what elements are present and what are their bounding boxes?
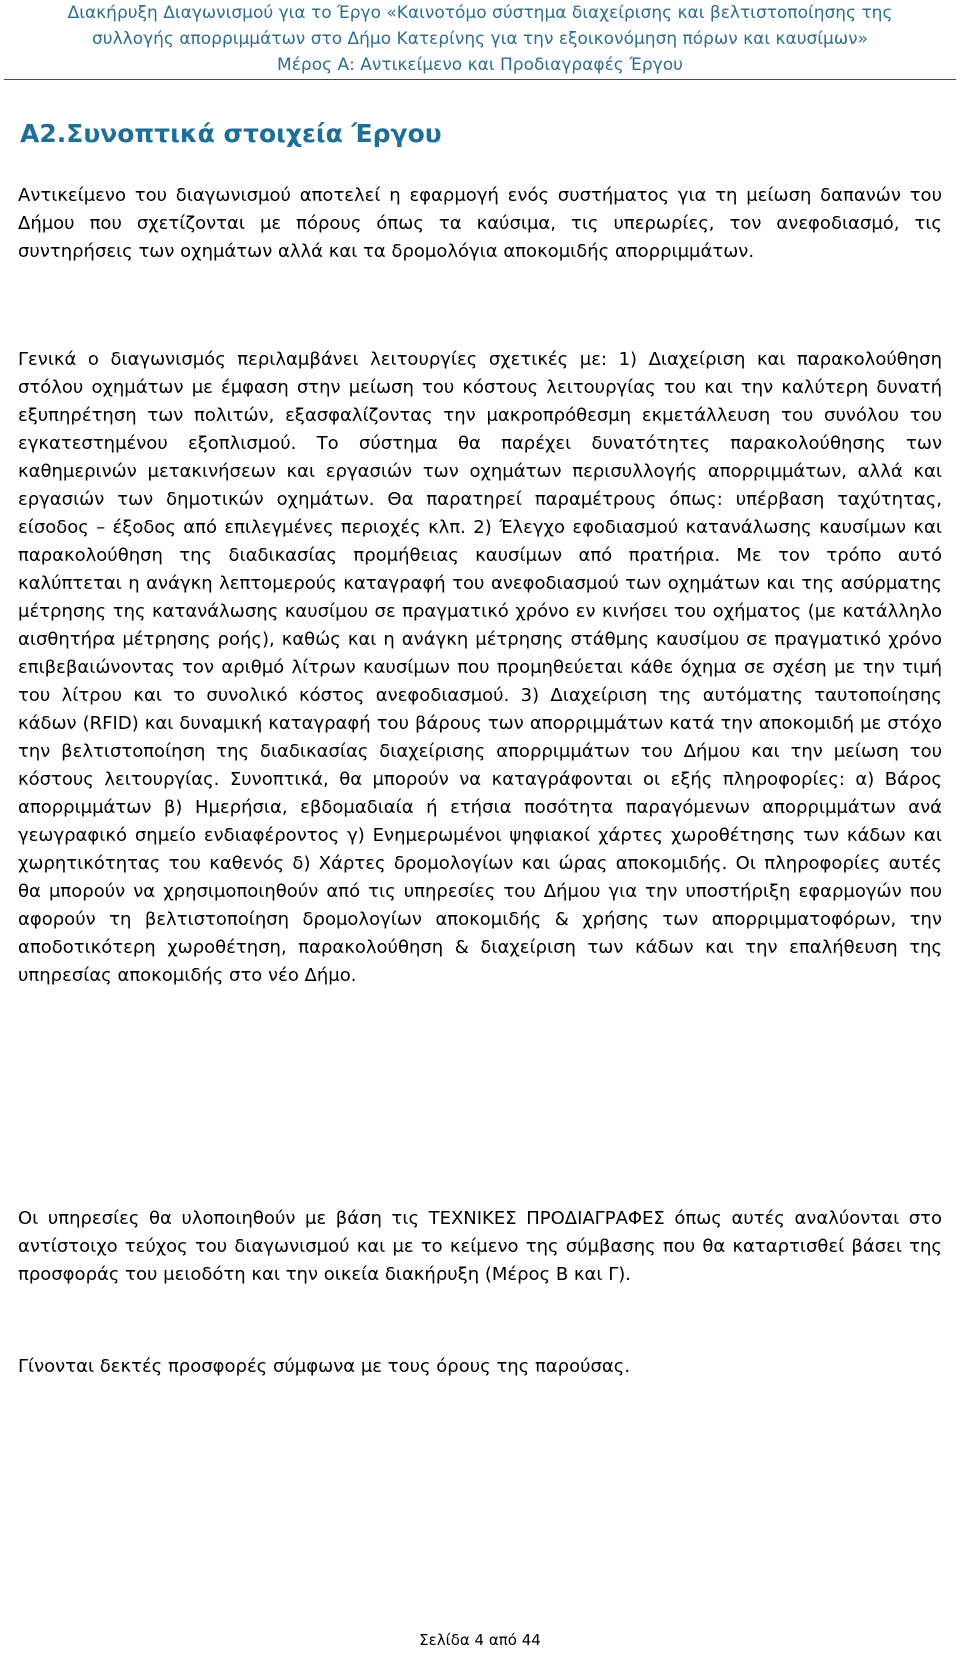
- paragraph-offers: Γίνονται δεκτές προσφορές σύμφωνα με τους όρους της παρούσας.: [18, 1356, 631, 1377]
- paragraph-specifications: Οι υπηρεσίες θα υλοποιηθούν με βάση τις ΤΕΧΝΙΚΕΣ ΠΡΟΔΙΑΓΡΑΦΕΣ όπως αυτές αναλύονται στο αντίστοιχο τεύχος του διαγωνισμού και με το κείμενο της σύμβασης που θα καταρτισθεί βάσει της προσφοράς του μειοδότη και την οικεία διακήρυξη (Μέρος Β και Γ).: [18, 1208, 942, 1285]
- paragraph-functions: Γενικά ο διαγωνισμός περιλαμβάνει λειτουργίες σχετικές με: 1) Διαχείριση και παρακολούθηση στόλου οχημάτων με έμφαση στην μείωση του κόστους λειτουργίας του και την καλύτερη δυνατή εξυπηρέτηση των πολιτών, εξασφαλίζοντας την μακροπρόθεσμη εκμετάλλευση του συνόλου του εγκατεστημένου εξοπλισμού. Το σύστημα θα παρέχει δυνατότητες παρακολούθησης των καθημερινών μετακινήσεων και εργασιών των οχημάτων περισυλλογής απορριμμάτων, αλλά και εργασιών των δημοτικών οχημάτων. Θα παρατηρεί παραμέτρους όπως: υπέρβαση ταχύτητας, είσοδος – έξοδος από επιλεγμένες περιοχές κλπ. 2) Έλεγχο εφοδιασμού κατανάλωσης καυσίμων και παρακολούθηση της διαδικασίας προμήθειας καυσίμων από πρατήρια. Με τον τρόπο αυτό καλύπτεται η ανάγκη λεπτομερούς καταγραφή του ανεφοδιασμού των οχημάτων και της ασύρματης μέτρησης της κατανάλωσης καυσίμου σε πραγματικό χρόνο εν κινήσει του οχήματος (με κατάλληλο αισθητήρα μέτρησης ροής), καθώς και η ανάγκη μέτρησης στάθμης καυσίμου σε πραγματικό χρόνο επιβεβαιώνοντας τον αριθμό λίτρων καυσίμων που προμηθεύεται κάθε όχημα σε σχέση με την τιμή του λίτρου και το συνολικό κόστος ανεφοδιασμού. 3) Διαχείριση της αυτόματης ταυτοποίησης κάδων (RFID) και δυναμική καταγραφή του βάρους των απορριμμάτων κατά την αποκομιδή με στόχο την βελτιστοποίηση της διαδικασίας διαχείρισης απορριμμάτων του Δήμου και την μείωση του κόστους λειτουργίας. Συνοπτικά, θα μπορούν να καταγράφονται οι εξής πληροφορίες: α) Βάρος απορριμμάτων β) Ημερήσια, εβδομαδιαία ή ετήσια ποσότητα παραγόμενων απορριμμάτων ανά γεωγραφικό σημείο ενδιαφέροντος γ) Ενημερωμένοι ψηφιακοί χάρτες χωροθέτησης των κάδων και χωρητικότητας του καθενός δ) Χάρτες δρομολογίων και ώρας αποκομιδής. Οι πληροφορίες αυτές θα μπορούν να χρησιμοποιηθούν από τις υπηρεσίες του Δήμου για την υποστήριξη εφαρμογών που αφορούν τη βελτιστοποίηση δρομολογίων αποκομιδής & χρήσης των απορριμματοφόρων, την αποδοτικότερη χωροθέτηση, παρακολούθηση & διαχείριση των κάδων και την επαλήθευση της υπηρεσίας αποκομιδής στο νέο Δήμο.: [18, 349, 942, 986]
- page-header: [0, 0, 960, 78]
- page-number: Σελίδα 4 από 44: [419, 1631, 541, 1649]
- paragraph-scope: Αντικείμενο του διαγωνισμού αποτελεί η εφαρμογή ενός συστήματος για τη μείωση δαπανών του Δήμου που σχετίζονται με πόρους όπως τα καύσιμα, τις υπερωρίες, τον ανεφοδιασμό, τις συντηρήσεις των οχημάτων αλλά και τα δρομολόγια αποκομιδής απορριμμάτων.: [18, 185, 942, 262]
- header-line-1: Διακήρυξη Διαγωνισμού για το Έργο «Καινοτόμο σύστημα διαχείρισης και βελτιστοποίησης της: [67, 3, 893, 23]
- header-line-2: συλλογής απορριμμάτων στο Δήμο Κατερίνης για την εξοικονόμηση πόρων και καυσίμων»: [91, 29, 869, 49]
- section-title: Α2.Συνοπτικά στοιχεία Έργου: [20, 119, 442, 148]
- header-divider: [4, 79, 956, 80]
- header-line-3: Μέρος Α: Αντικείμενο και Προδιαγραφές Έργου: [277, 55, 683, 75]
